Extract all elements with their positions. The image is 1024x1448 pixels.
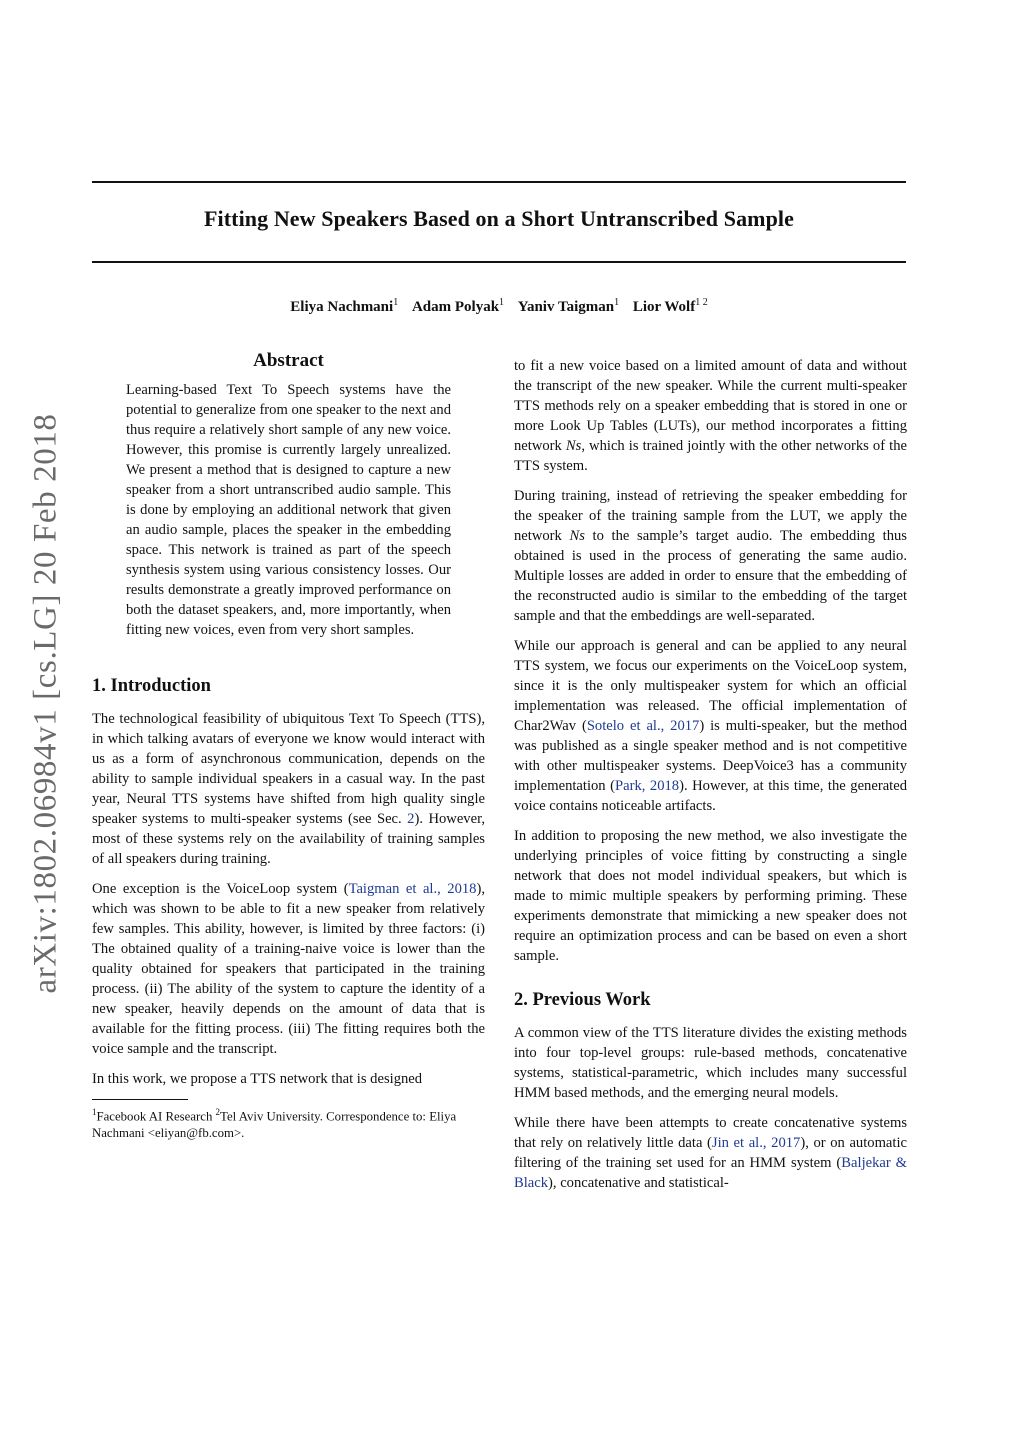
section-ref-link[interactable]: 2 — [407, 811, 415, 827]
author-list — [92, 297, 906, 316]
paragraph: One exception is the VoiceLoop system (Taigman et al., 2018), which was shown to be able to fit a new speaker from relatively few samples. This ability, however, is limited by three factors: (i) The obtained quality of a training-naive voice is lower than the quality obtained for speakers that participated in the training process. (ii) The ability of the system to capture the identity of a new speaker, heavily depends on the amount of data that is available for the fitting process. (iii) The fitting requires both the voice sample and the transcript. — [92, 881, 485, 1057]
title-top-rule — [92, 181, 906, 183]
left-column — [92, 350, 485, 1142]
paper-title: Fitting New Speakers Based on a Short Untranscribed Sample — [203, 206, 795, 231]
abstract-heading: Abstract — [253, 350, 324, 371]
author: Eliya Nachmani$^1$ — [290, 297, 399, 315]
author: Yaniv Taigman$^1$ — [517, 297, 620, 315]
section-heading-introduction: 1. Introduction — [92, 676, 211, 696]
paragraph: A common view of the TTS literature divides the existing methods into four top-level groups: rule-based methods, concatenative systems, statistical-parametric, which includes many successful HMM based methods, and the emerging neural models. — [514, 1025, 907, 1101]
citation-link[interactable]: Baljekar & Black — [514, 1155, 908, 1191]
author: Adam Polyak$^1$ — [411, 297, 505, 315]
footnote-rule — [92, 1099, 188, 1100]
paragraph: While there have been attempts to create concatenative systems that rely on relatively little data (Jin et al., 2017), or on automatic filtering of the training set used for an HMM system (Baljekar & Black), concatenative and statistical- — [514, 1115, 908, 1191]
arxiv-stamp: arXiv:1802.06984v1 [cs.LG] 20 Feb 2018 — [27, 413, 64, 994]
paragraph: While our approach is general and can be applied to any neural TTS system, we focus our experiments on the VoiceLoop system, since it is the only multispeaker system for which an official implementation was released. The official implementation of Char2Wav (Sotelo et al., 2017) is multi-speaker, but the method was published as a single speaker method and is not competitive with other multispeaker systems. DeepVoice3 has a community implementation (Park, 2018). However, at this time, the generated voice contains noticeable artifacts. — [514, 638, 907, 814]
abstract-text: Learning-based Text To Speech systems have the potential to generalize from one speaker to the next and thus require a relatively short sample of any new voice. However, this promise is currently largely unrealized. We present a method that is designed to capture a new speaker from a short untranscribed audio sample. This is done by employing an additional network that given an audio sample, places the speaker in the embedding space. This network is trained as part of the speech synthesis system using various consistency losses. Our results demonstrate a greatly improved performance on both the dataset speakers, and, more importantly, when fitting new voices, even from very short samples. — [126, 382, 451, 638]
paragraph: In this work, we propose a TTS network that is designed — [92, 1071, 423, 1087]
citation-link[interactable]: Sotelo et al., 2017 — [586, 718, 700, 734]
section-heading-previous-work: 2. Previous Work — [514, 990, 651, 1010]
title-bottom-rule — [92, 261, 906, 263]
paragraph: The technological feasibility of ubiquitous Text To Speech (TTS), in which talking avatars of everyone we know would interact with us as a form of asynchronous communication, depends on the ability to sample individual speakers in a casual way. In the past year, Neural TTS systems have shifted from high quality single speaker systems to multi-speaker systems (see Sec. 2). However, most of these systems rely on the availability of training samples of all speakers during training. — [92, 711, 485, 867]
author: Lior Wolf$^{1 2}$ — [632, 297, 708, 315]
paragraph: During training, instead of retrieving the speaker embedding for the speaker of the training sample from the LUT, we apply the network Ns to the sample’s target audio. The embedding thus obtained is used in the process of generating the same audio. Multiple losses are added in order to ensure that the embedding of the reconstructed audio is similar to the embedding of the target sample and that the embeddings are well-separated. — [514, 488, 907, 624]
paragraph: In addition to proposing the new method, we also investigate the underlying principles of voice fitting by constructing a single network that does not model individual speakers, but which is made to mimic multiple speakers by performing priming. These experiments demonstrate that mimicking a new speaker does not require an optimization process and can be based on even a short sample. — [514, 828, 907, 964]
paragraph: to fit a new voice based on a limited amount of data and without the transcript of the new speaker. While the current multi-speaker TTS methods rely on a speaker embedding that is stored in one or more Look Up Tables (LUTs), our method incorporates a fitting network Ns, which is trained jointly with the other networks of the TTS system. — [514, 358, 907, 474]
citation-link[interactable]: Jin et al., 2017 — [711, 1135, 801, 1151]
math-symbol: Ns — [569, 528, 585, 544]
math-symbol: Ns — [565, 438, 582, 454]
right-column — [514, 356, 907, 1203]
citation-link[interactable]: Taigman et al., 2018 — [348, 881, 477, 897]
footnote: $^1$Facebook AI Research $^2$Tel Aviv University. Correspondence to: Eliya Nachmani <eliyan@fb.com>. — [92, 1107, 457, 1141]
citation-link[interactable]: Park, 2018 — [614, 778, 680, 794]
